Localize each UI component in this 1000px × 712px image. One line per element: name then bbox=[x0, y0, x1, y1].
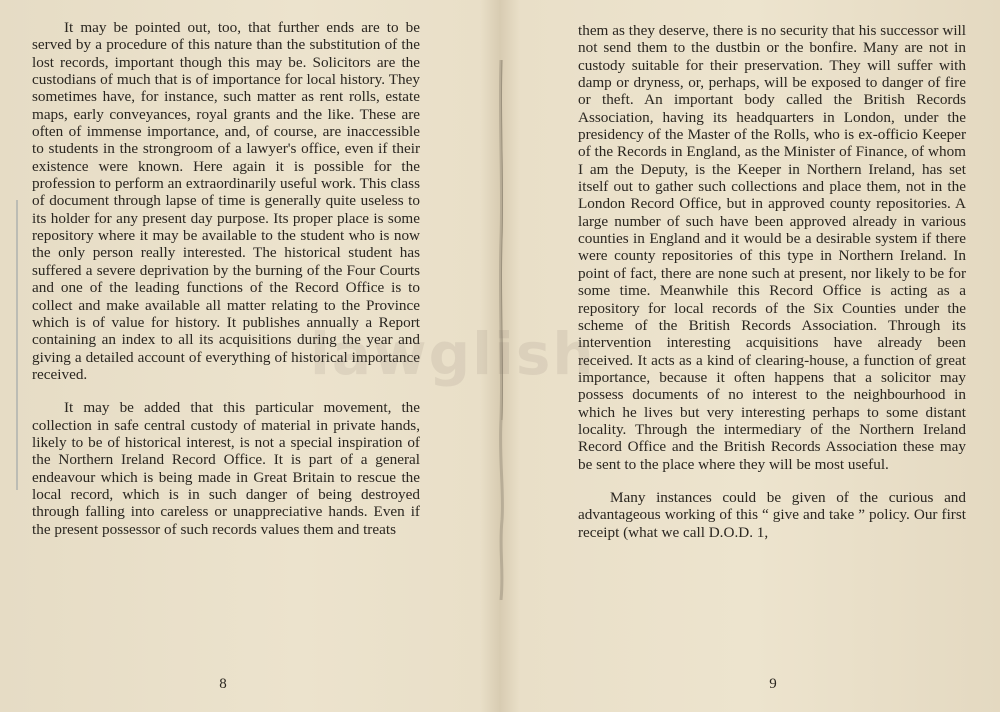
left-page-text bbox=[32, 19, 420, 538]
left-page-number: 8 bbox=[219, 676, 227, 692]
left-paragraph-1: It may be pointed out, too, that further ends are to be served by a procedure of this nature than the substitution of the lost records, important though this may be. Solicitors are the custodians of much that is of importance for local history. They sometimes have, for instance, such matter as rent rolls, estate maps, early conveyances, royal grants and the like. These are often of immense importance, and, of course, are inaccessible to students in the strongroom of a lawyer's office, even if their existence were known. Here again it is possible for the profession to perform an extraordinarily useful work. This class of document through lapse of time is generally quite useless to its holder for any present day purpose. Its proper place is some repository where it may be available to the student who is now the only person really interested. The historical student has suffered a severe deprivation by the burning of the Four Courts and one of the leading functions of the Record Office is to collect and make available all matter relating to the Province which is of value for history. It publishes annually a Report containing an index to all its acquisitions during the year and giving a detailed account of everything of historical importance received. bbox=[32, 19, 420, 383]
right-page bbox=[500, 0, 1000, 712]
right-paragraph-2: Many instances could be given of the curious and advantageous working of this “ give and take ” policy. Our first receipt (what we call D.O.D. 1, bbox=[578, 488, 966, 541]
right-paragraph-1: them as they deserve, there is no security that his successor will not send them to the dustbin or the bonfire. Many are not in custody suitable for their preservation. They will suffer with damp or dryness, or, perhaps, will be exposed to danger of fire or theft. An important body called the British Records Association, having its headquarters in London, under the presidency of the Master of the Rolls, who is ex-officio Keeper of the Records in England, as the Minister of Finance, of whom I am the Deputy, is the Keeper in Northern Ireland, has set itself out to gather such collections and place them, not in the London Record Office, but in approved county repositories. A large number of such have been approved already in various counties in England and it would be a desirable system if there were county repositories of this type in Northern Ireland. In point of fact, there are none such at present, nor likely to be for some time. Meanwhile this Record Office is acting as a repository for local records of the Six Counties under the scheme of the British Records Association. Through its intervention interesting acquisitions have already been received. It acts as a kind of clearing-house, a function of great importance, because it often happens that a solicitor may possess documents of no interest to the neighbourhood in which he lives but very interesting perhaps to some distant locality. Through the intermediary of the Northern Ireland Record Office and the British Records Association these may be sent to the place where they will be most useful. bbox=[578, 22, 966, 473]
left-paragraph-2: It may be added that this particular movement, the collection in safe central custody of material in private hands, likely to be of historical interest, is not a special inspiration of the Northern Ireland Record Office. It is part of a general endeavour which is being made in Great Britain to rescue the local record, which is in such danger of being destroyed through falling into careless or unappreciative hands. Even if the present possessor of such records values them and treats bbox=[32, 399, 420, 538]
watermark: lawglish bbox=[310, 320, 596, 388]
binding-string-icon bbox=[497, 60, 505, 600]
right-page-text bbox=[578, 22, 966, 541]
right-page-number: 9 bbox=[769, 676, 777, 692]
